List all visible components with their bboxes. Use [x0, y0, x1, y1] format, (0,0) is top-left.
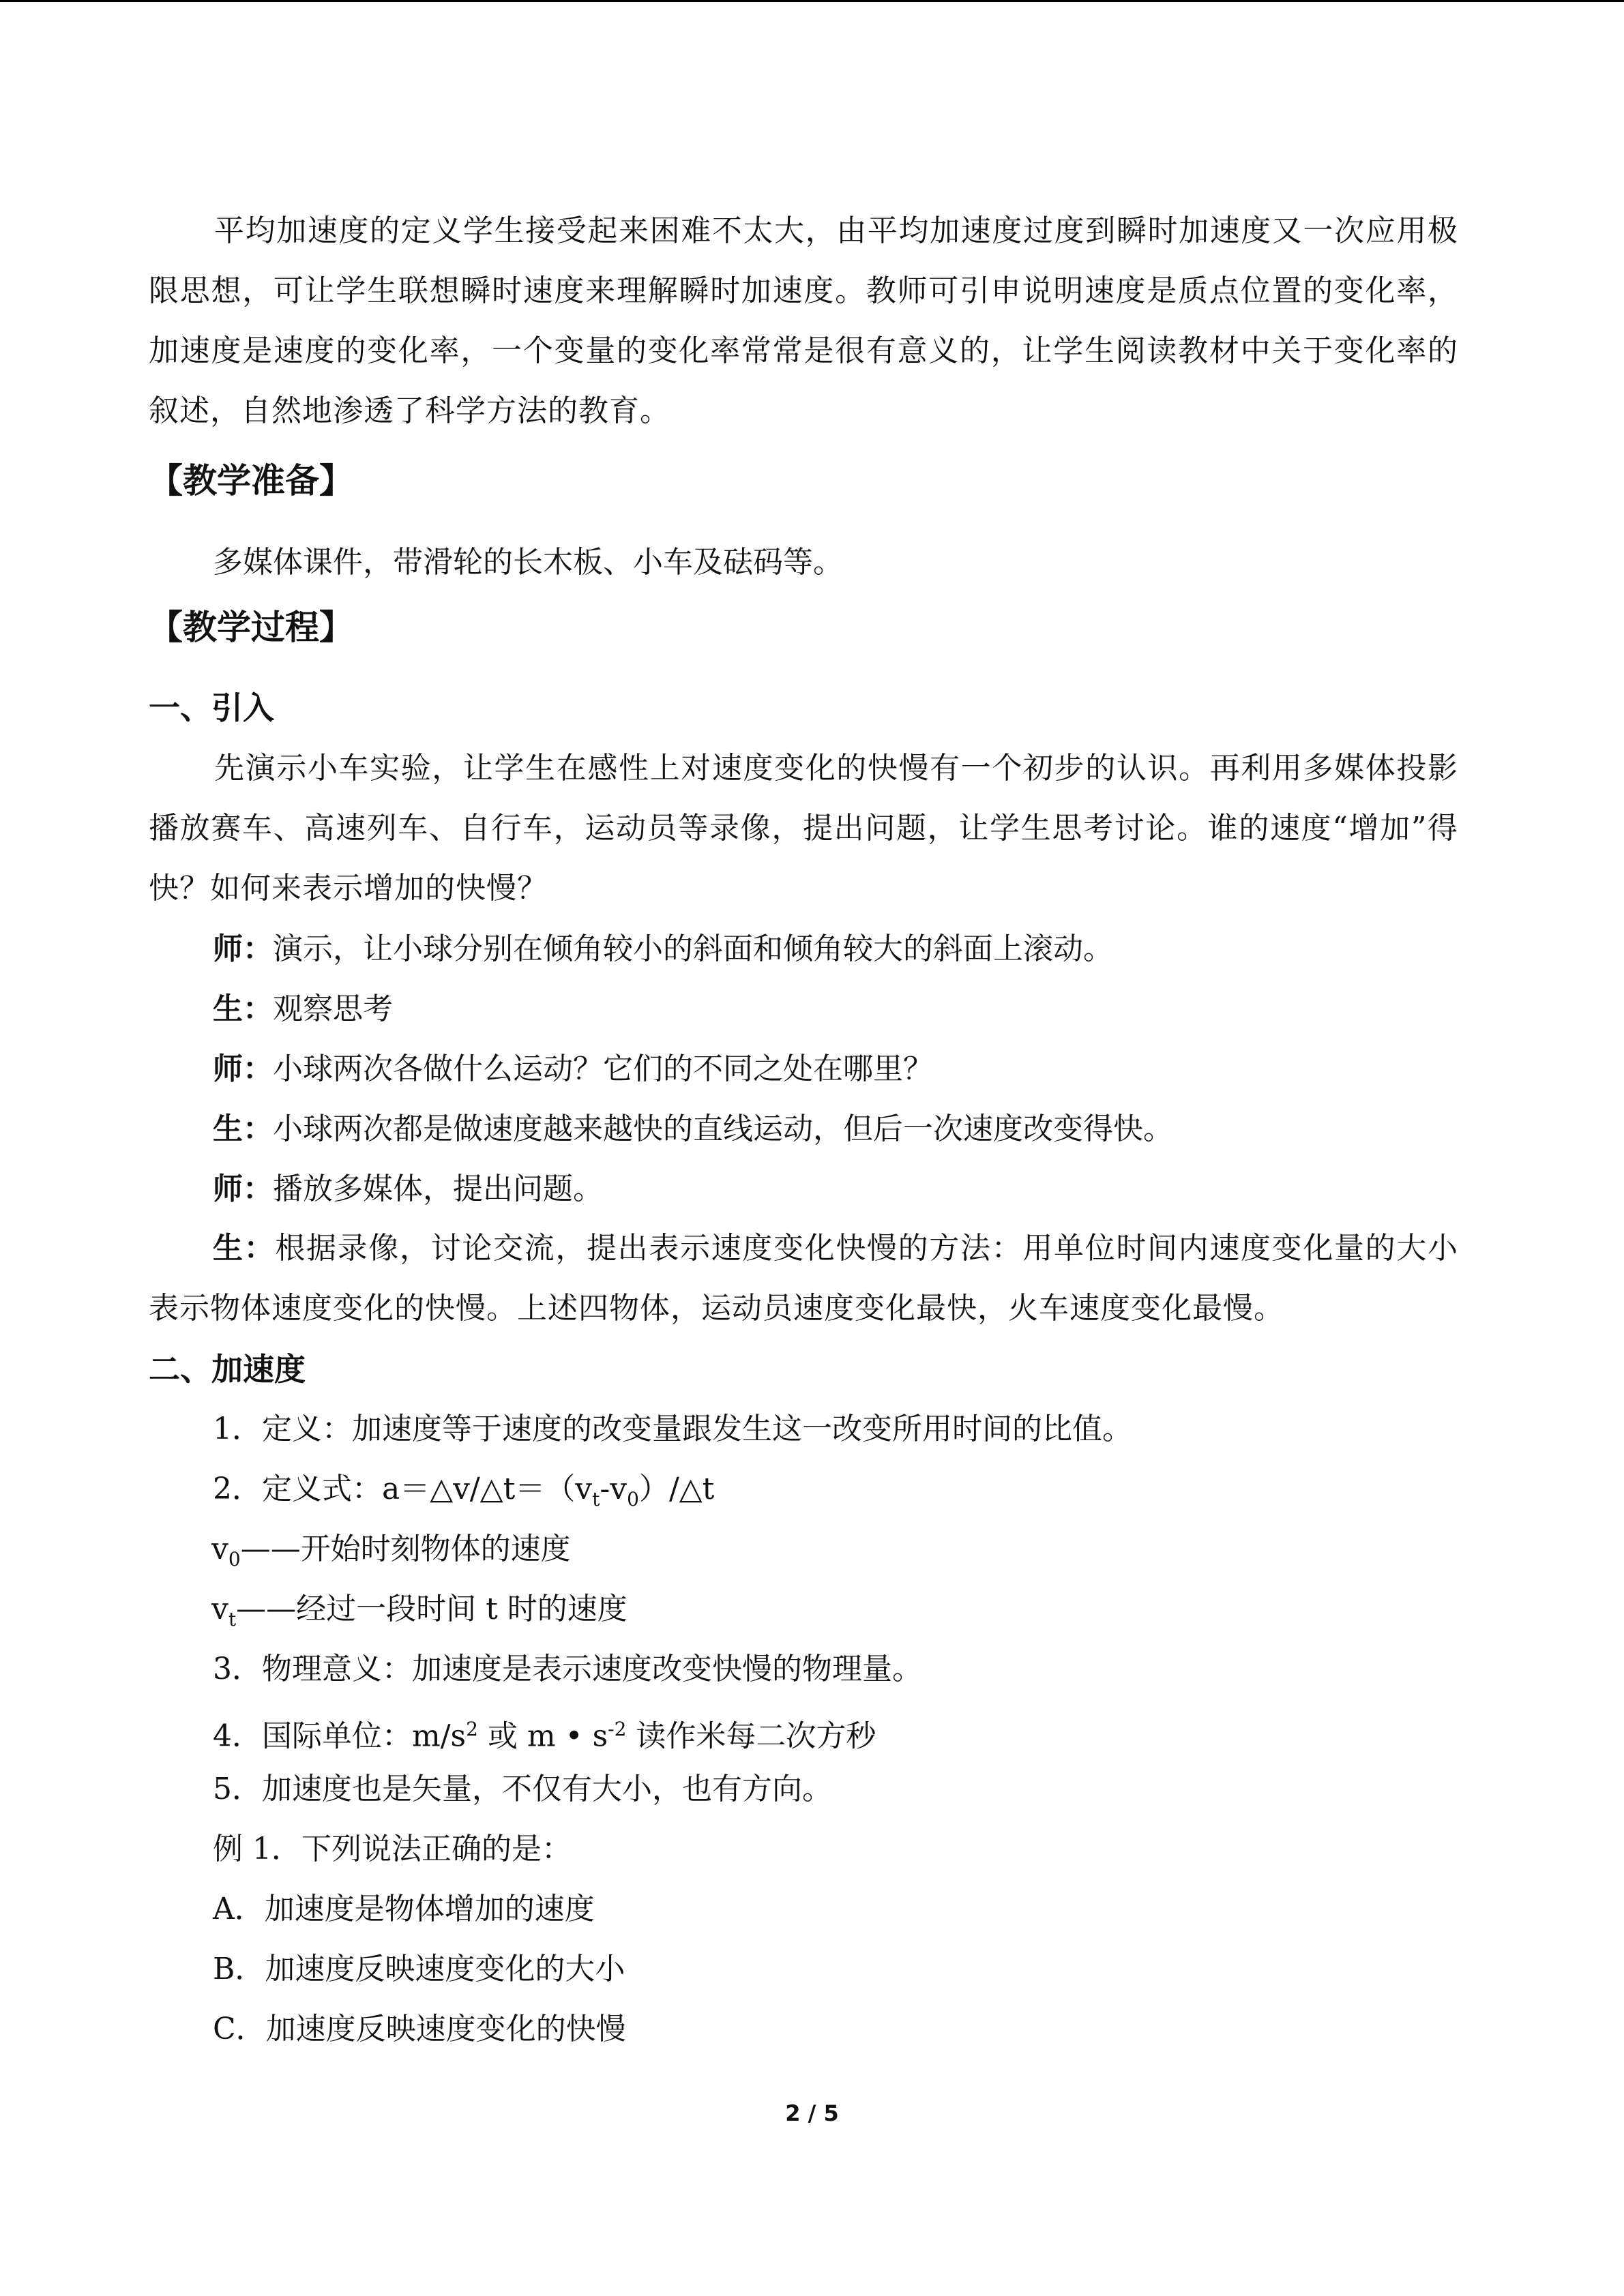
unit-mid: 或 m • s: [477, 1718, 608, 1754]
formula-mid: -v: [600, 1472, 628, 1506]
dialog-paragraph: [149, 1219, 1458, 1339]
process-heading: 【教学过程】: [149, 608, 353, 647]
section2-title: 二、加速度: [149, 1351, 306, 1388]
v0-definition: [211, 1529, 571, 1580]
dialog-text: 演示，让小球分别在倾角较小的斜面和倾角较大的斜面上滚动。: [273, 931, 1113, 966]
dialog-speaker: 师：: [213, 1172, 273, 1206]
dialog-text: 小球两次各做什么运动？它们的不同之处在哪里？: [273, 1052, 933, 1086]
dialog-text: 播放多媒体，提出问题。: [273, 1172, 603, 1206]
dialog-text: 小球两次都是做速度越来越快的直线运动，但后一次速度改变得快。: [273, 1112, 1173, 1146]
dialog-speaker: 师：: [213, 931, 273, 966]
dialog-speaker: 师：: [213, 1052, 273, 1086]
item-unit: [213, 1709, 876, 1757]
option-b: B．加速度反映速度变化的大小: [213, 1952, 625, 1986]
item-definition: 1．定义：加速度等于速度的改变量跟发生这一改变所用时间的比值。: [213, 1412, 1132, 1446]
v0-sub: 0: [228, 1547, 241, 1570]
page-number: 2 / 5: [785, 2100, 839, 2126]
item-meaning: 3．物理意义：加速度是表示速度改变快慢的物理量。: [213, 1652, 922, 1686]
vt-symbol: v: [211, 1592, 228, 1626]
example-title: 例 1．下列说法正确的是：: [213, 1832, 572, 1866]
option-a: A．加速度是物体增加的速度: [213, 1892, 595, 1926]
dialog-line: [213, 1049, 933, 1090]
vt-sub: t: [228, 1607, 237, 1630]
dialog-line: [213, 929, 1113, 970]
unit-prefix: 4．国际单位：m/s: [213, 1718, 467, 1754]
item-vector: 5．加速度也是矢量，不仅有大小，也有方向。: [213, 1772, 832, 1806]
unit-suffix: 读作米每二次方秒: [626, 1718, 876, 1754]
section1-paragraph: 先演示小车实验，让学生在感性上对速度变化的快慢有一个初步的认识。再利用多媒体投影播放赛车、高速列车、自行车，运动员等录像，提出问题，让学生思考讨论。谁的速度“增加”得快？如何来表示增加的快慢？: [149, 751, 1458, 906]
v0-symbol: v: [211, 1532, 228, 1566]
unit-sup-2: -2: [608, 1718, 627, 1740]
dialog-speaker: 生：: [213, 1231, 276, 1266]
intro-paragraph: 平均加速度的定义学生接受起来困难不太大，由平均加速度过度到瞬时加速度又一次应用极限思想，可让学生联想瞬时速度来理解瞬时加速度。教师可引申说明速度是质点位置的变化率，加速度是速度的变化率，一个变量的变化率常常是很有意义的，让学生阅读教材中关于变化率的叙述，自然地渗透了科学方法的教育。: [149, 213, 1458, 428]
dialog-line: [213, 989, 393, 1030]
section1-title: 一、引入: [149, 689, 274, 726]
vt-text: ——经过一段时间 t 时的速度: [236, 1592, 628, 1626]
formula-suffix: ）/△t: [638, 1472, 715, 1506]
prep-heading: 【教学准备】: [149, 461, 353, 501]
dialog-speaker: 生：: [213, 992, 273, 1026]
option-c: C．加速度反映速度变化的快慢: [213, 2012, 626, 2046]
formula-sub-t: t: [592, 1487, 600, 1510]
formula-prefix: 2．定义式：a＝△v/△t＝（v: [213, 1472, 593, 1506]
formula-sub-0: 0: [627, 1487, 639, 1510]
vt-definition: [211, 1589, 628, 1640]
dialog-text: 根据录像，讨论交流，提出表示速度变化快慢的方法：用单位时间内速度变化量的大小表示物体速度变化的快慢。上述四物体，运动员速度变化最快，火车速度变化最慢。: [149, 1231, 1459, 1326]
dialog-text: 观察思考: [273, 992, 393, 1026]
item-formula: [213, 1469, 714, 1520]
unit-sup-1: 2: [466, 1718, 478, 1740]
dialog-speaker: 生：: [213, 1112, 273, 1146]
prep-text: 多媒体课件，带滑轮的长木板、小车及砝码等。: [213, 545, 843, 580]
v0-text: ——开始时刻物体的速度: [240, 1532, 571, 1566]
dialog-line: [213, 1169, 603, 1210]
dialog-line: [213, 1109, 1173, 1150]
